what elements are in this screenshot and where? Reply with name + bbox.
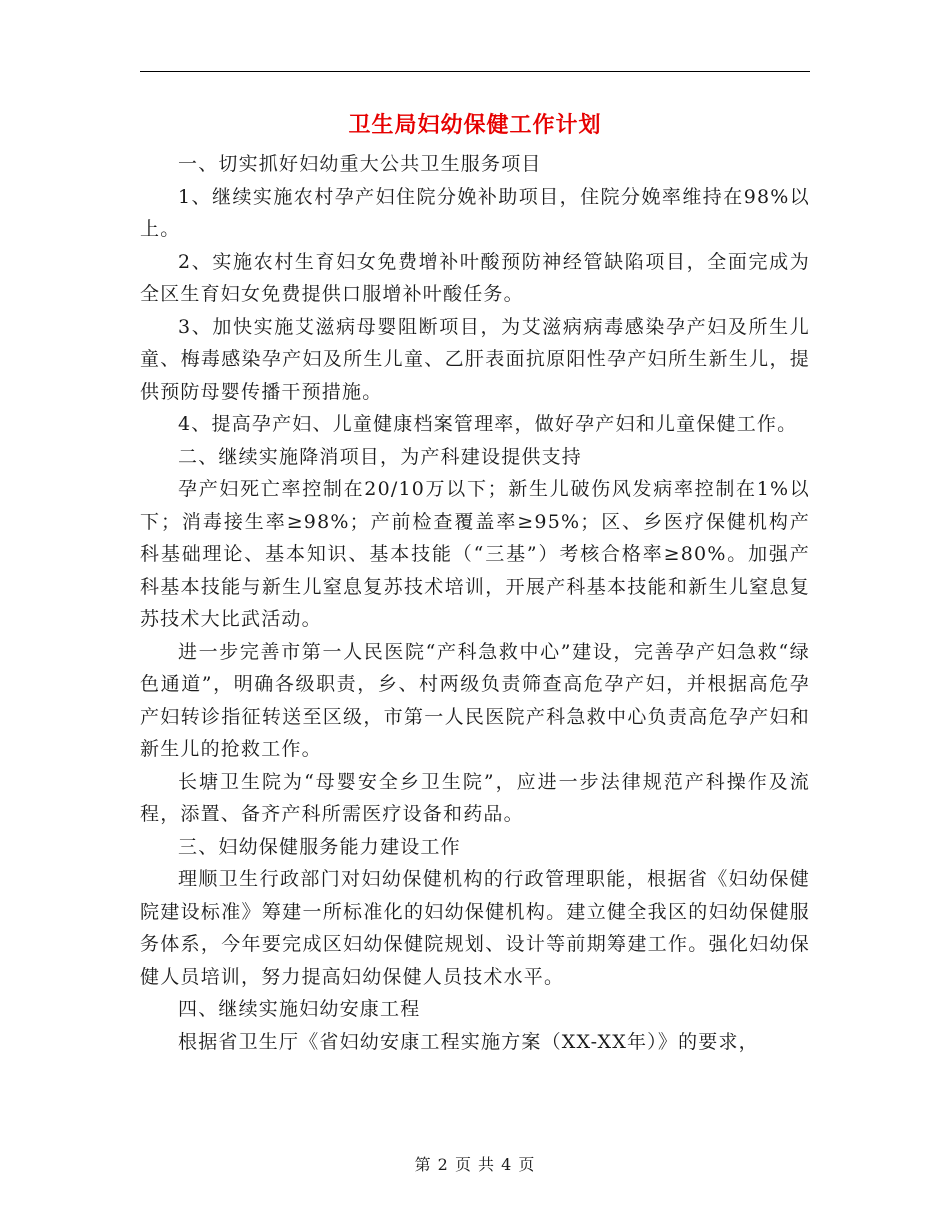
body-paragraph: 4、提高孕产妇、儿童健康档案管理率，做好孕产妇和儿童保健工作。 — [178, 413, 798, 435]
page-footer: 第 2 页 共 4 页 — [414, 1155, 536, 1174]
document-title: 卫生局妇幼保健工作计划 — [348, 113, 602, 138]
body-paragraph: 根据省卫生厅《省妇幼安康工程实施方案（XX-XX年）》的要求， — [178, 1030, 759, 1053]
section-heading-4: 四、继续实施妇幼安康工程 — [178, 998, 421, 1020]
body-paragraph: 理顺卫生行政部门对妇幼保健机构的行政管理职能，根据省《妇幼保健院建设标准》筹建一所标准化的妇幼保健机构。建立健全我区的妇幼保健服务体系，今年要完成区妇幼保健院规划、设计等前期筹建工作。强化妇幼保健人员培训，努力提高妇幼保健人员技术水平。 — [140, 868, 810, 988]
body-paragraph: 1、继续实施农村孕产妇住院分娩补助项目，住院分娩率维持在98%以上。 — [140, 185, 810, 240]
body-paragraph: 进一步完善市第一人民医院“产科急救中心”建设，完善孕产妇急救“绿色通道”，明确各级职责，乡、村两级负责筛查高危孕产妇，并根据高危孕产妇转诊指征转送至区级，市第一人民医院产科急救中心负责高危孕产妇和新生儿的抢救工作。 — [140, 640, 810, 760]
section-heading-3: 三、妇幼保健服务能力建设工作 — [178, 835, 461, 858]
section-heading-2: 二、继续实施降消项目，为产科建设提供支持 — [178, 445, 583, 468]
body-paragraph: 长塘卫生院为“母婴安全乡卫生院”，应进一步法律规范产科操作及流程，添置、备齐产科所需医疗设备和药品。 — [140, 770, 810, 825]
section-heading-1: 一、切实抓好妇幼重大公共卫生服务项目 — [178, 153, 542, 175]
body-paragraph: 2、实施农村生育妇女免费增补叶酸预防神经管缺陷项目，全面完成为全区生育妇女免费提供口服增补叶酸任务。 — [140, 250, 810, 305]
body-paragraph: 孕产妇死亡率控制在20/10万以下；新生儿破伤风发病率控制在1%以下；消毒接生率≥98%；产前检查覆盖率≥95%；区、乡医疗保健机构产科基础理论、基本知识、基本技能（“三基”）考核合格率≥80%。加强产科基本技能与新生儿窒息复苏技术培训，开展产科基本技能和新生儿窒息复苏技术大比武活动。 — [140, 478, 810, 630]
header-rule — [140, 71, 810, 72]
document-body — [140, 148, 810, 1058]
body-paragraph: 3、加快实施艾滋病母婴阻断项目，为艾滋病病毒感染孕产妇及所生儿童、梅毒感染孕产妇及所生儿童、乙肝表面抗原阳性孕产妇所生新生儿，提供预防母婴传播干预措施。 — [140, 315, 810, 403]
